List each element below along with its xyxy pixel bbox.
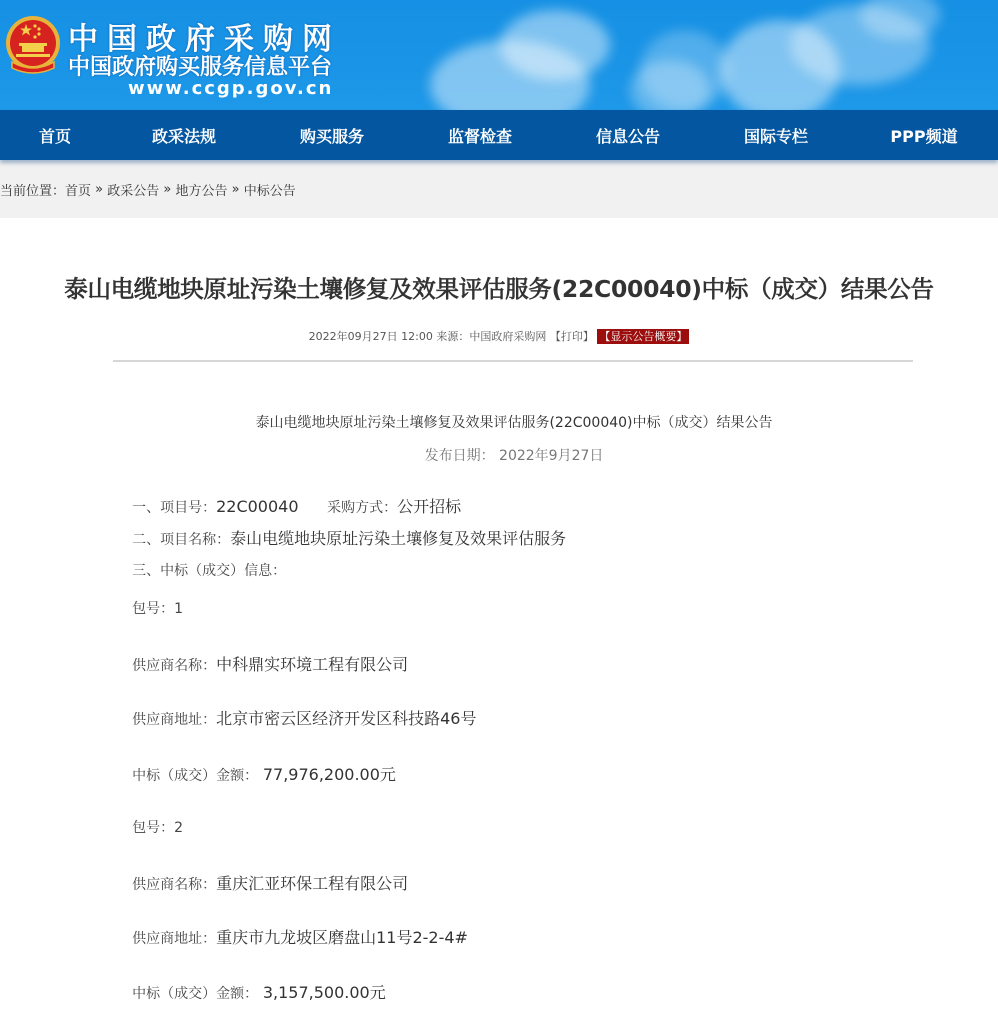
content-publish-date — [0, 445, 998, 465]
package-number: 2 — [174, 820, 183, 836]
article-meta — [0, 328, 998, 344]
breadcrumb-home[interactable]: 首页 — [65, 183, 92, 199]
publish-date-value: 2022年9月27日 — [499, 448, 604, 464]
nav-item-purchase-services[interactable]: 购买服务 — [299, 126, 364, 146]
site-logo-subtitle: 中国政府购买服务信息平台 — [68, 55, 333, 80]
nav-item-supervision[interactable]: 监督检查 — [447, 126, 512, 146]
breadcrumb — [0, 160, 998, 218]
breadcrumb-separator: » — [91, 181, 108, 197]
supplier-name-line — [113, 853, 408, 912]
supplier-address-label: 供应商地址： — [132, 931, 217, 947]
nav-item-home[interactable]: 首页 — [38, 126, 71, 146]
nav-item-ppp[interactable]: PPP频道 — [890, 126, 958, 146]
site-logo-title[interactable]: 中国政府采购网 — [68, 22, 341, 57]
source-label: 来源： — [436, 330, 470, 343]
project-name-label: 二、项目名称： — [132, 532, 231, 548]
supplier-name-value: 中科鼎实环境工程有限公司 — [216, 655, 409, 674]
supplier-address-value: 北京市密云区经济开发区科技路46号 — [216, 709, 477, 728]
breadcrumb-separator: » — [159, 181, 176, 197]
award-amount-line — [113, 962, 386, 1021]
award-amount-value: 3,157,500.00元 — [262, 983, 386, 1002]
source-value: 中国政府采购网 — [469, 330, 547, 343]
national-emblem-icon — [4, 14, 62, 76]
breadcrumb-separator: » — [227, 181, 244, 197]
nav-item-international[interactable]: 国际专栏 — [743, 126, 808, 146]
site-logo-url: www.ccgp.gov.cn — [128, 78, 334, 99]
breadcrumb-award-announcements[interactable]: 中标公告 — [243, 183, 296, 199]
package-label: 包号： — [132, 820, 175, 836]
breadcrumb-local-announcements[interactable]: 地方公告 — [175, 183, 228, 199]
cloud-decoration — [500, 10, 610, 80]
supplier-address-line — [113, 907, 468, 966]
print-button[interactable]: 【打印】 — [549, 330, 594, 343]
supplier-name-line — [113, 634, 408, 693]
project-number-label: 一、项目号： — [132, 500, 217, 516]
procurement-method-label: 采购方式： — [327, 500, 398, 516]
publish-datetime: 2022年09月27日 12:00 — [308, 330, 433, 343]
content-title: 泰山电缆地块原址污染土壤修复及效果评估服务(22C00040)中标（成交）结果公告 — [255, 415, 773, 431]
publish-date-label: 发布日期： — [424, 448, 495, 464]
project-name-value: 泰山电缆地块原址污染土壤修复及效果评估服务 — [230, 529, 567, 548]
supplier-name-label: 供应商名称： — [132, 877, 217, 893]
package-number-line — [113, 580, 183, 636]
main-nav — [0, 110, 998, 160]
site-header-banner — [0, 0, 998, 110]
project-number-value: 22C00040 — [216, 497, 299, 516]
package-number-line — [113, 799, 183, 855]
procurement-method-value: 公开招标 — [397, 497, 462, 516]
supplier-address-label: 供应商地址： — [132, 712, 217, 728]
breadcrumb-prefix: 当前位置： — [0, 183, 66, 199]
package-label: 包号： — [132, 601, 175, 617]
nav-item-regulations[interactable]: 政采法规 — [151, 126, 216, 146]
award-amount-label: 中标（成交）金额： — [132, 768, 259, 784]
page-title: 泰山电缆地块原址污染土壤修复及效果评估服务(22C00040)中标（成交）结果公告 — [64, 275, 934, 303]
show-summary-button[interactable]: 【显示公告概要】 — [599, 330, 688, 343]
supplier-address-value: 重庆市九龙坡区磨盘山11号2-2-4# — [216, 928, 468, 947]
supplier-address-line — [113, 688, 476, 747]
divider — [113, 360, 913, 362]
supplier-name-label: 供应商名称： — [132, 658, 217, 674]
award-amount-label: 中标（成交）金额： — [132, 986, 259, 1002]
breadcrumb-procurement-announcements[interactable]: 政采公告 — [107, 183, 160, 199]
nav-item-announcements[interactable]: 信息公告 — [595, 126, 660, 146]
award-amount-line — [113, 744, 396, 803]
award-info-label: 三、中标（成交）信息： — [132, 563, 287, 579]
package-number: 1 — [174, 601, 183, 617]
supplier-name-value: 重庆汇亚环保工程有限公司 — [216, 874, 409, 893]
award-amount-value: 77,976,200.00元 — [262, 765, 396, 784]
